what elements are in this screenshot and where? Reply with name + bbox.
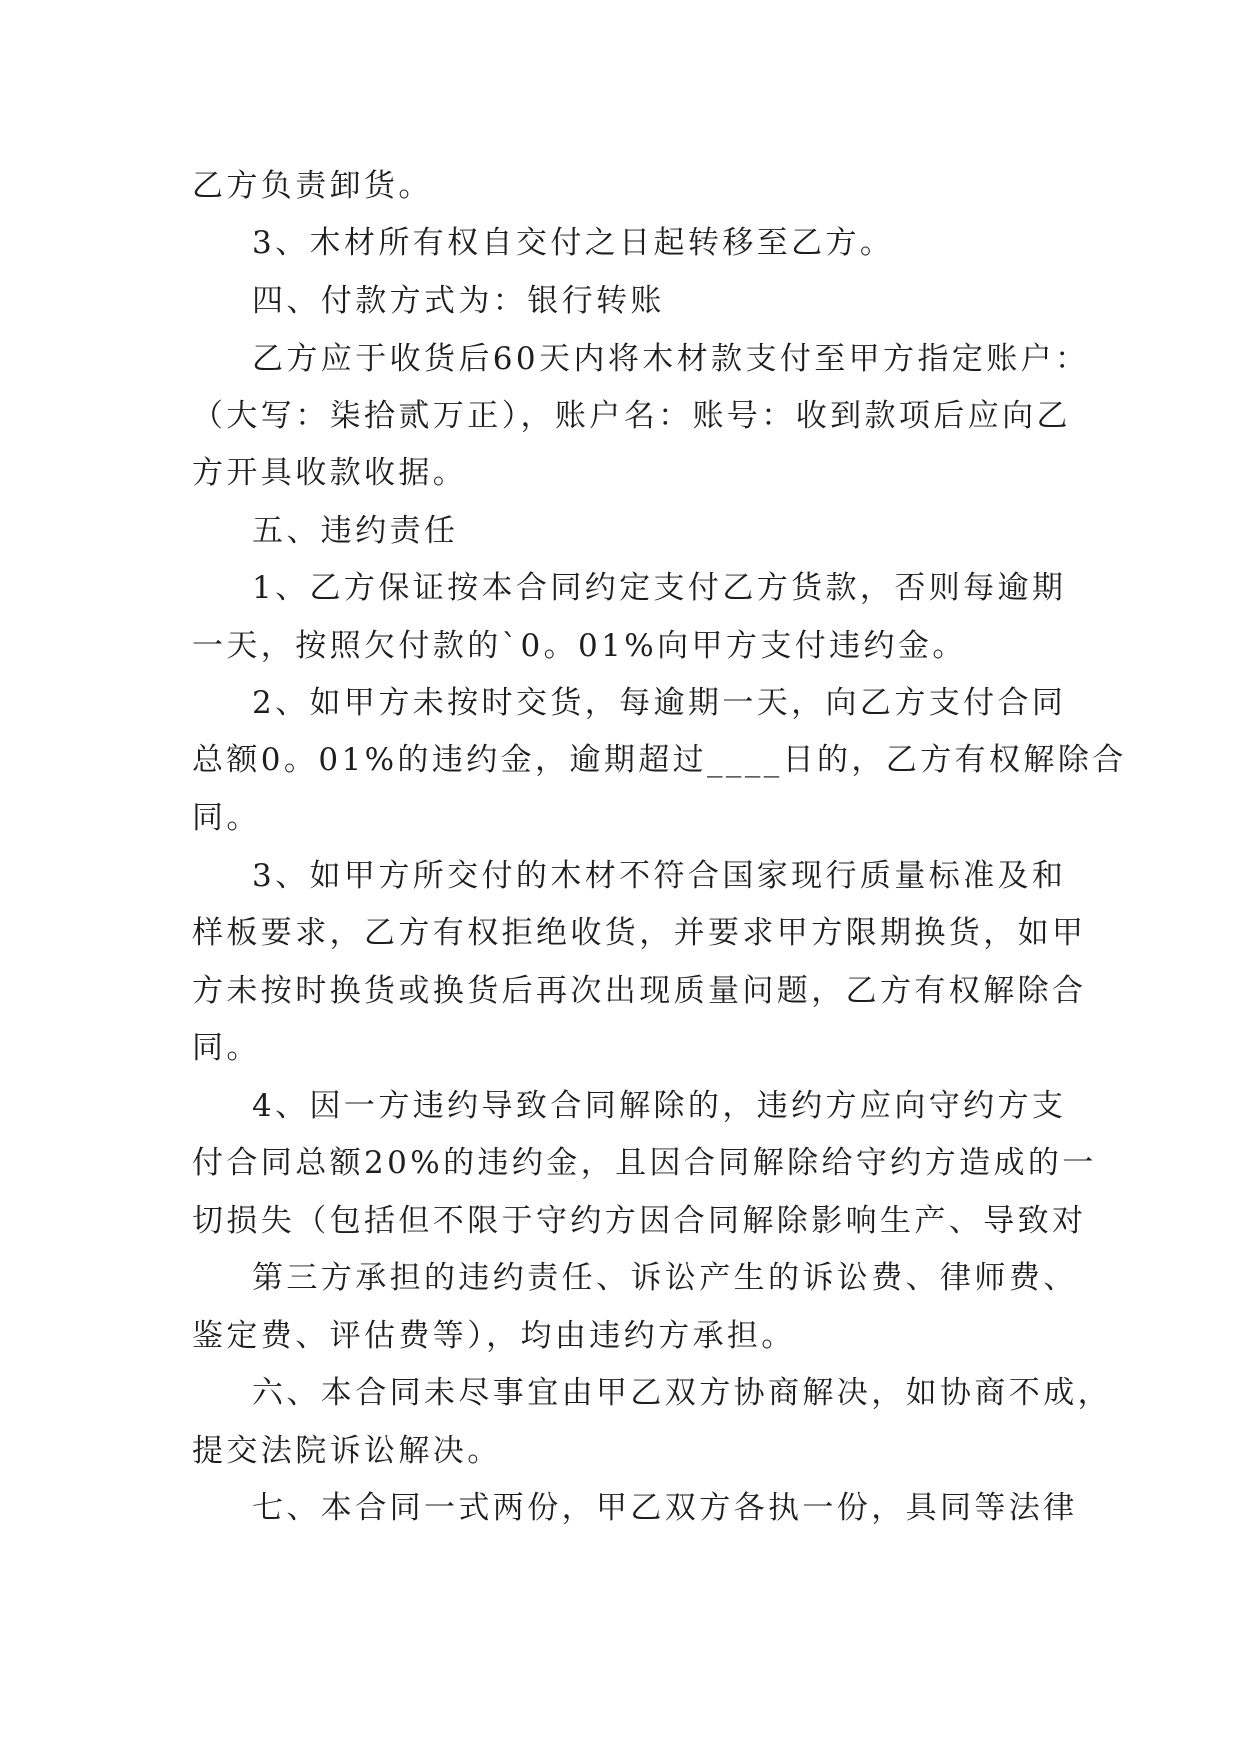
text-line: 五、违约责任 — [252, 513, 459, 549]
text-line: 乙方应于收货后60天内将木材款支付至甲方指定账户： — [252, 341, 1090, 377]
text-line: 一天，按照欠付款的`0。01%向甲方支付违约金。 — [192, 628, 967, 664]
text-line: 付合同总额20%的违约金，且因合同解除给守约方造成的一 — [192, 1145, 1097, 1181]
text-line: 2、如甲方未按时交货，每逾期一天，向乙方支付合同 — [252, 685, 1067, 721]
text-line: 1、乙方保证按本合同约定支付乙方货款，否则每逾期 — [252, 570, 1067, 606]
text-line: （大写：柒拾贰万正），账户名：账号：收到款项后应向乙 — [192, 398, 1071, 434]
text-line: 3、木材所有权自交付之日起转移至乙方。 — [252, 225, 895, 261]
text-line: 总额0。01%的违约金，逾期超过____日的，乙方有权解除合 — [192, 742, 1127, 778]
text-line: 六、本合同未尽事宜由甲乙双方协商解决，如协商不成， — [252, 1375, 1112, 1411]
text-line: 4、因一方违约导致合同解除的，违约方应向守约方支 — [252, 1088, 1067, 1124]
text-line: 切损失（包括但不限于守约方因合同解除影响生产、导致对 — [192, 1203, 1087, 1239]
text-line: 第三方承担的违约责任、诉讼产生的诉讼费、律师费、 — [252, 1260, 1078, 1296]
text-line: 同。 — [192, 800, 261, 836]
text-line: 样板要求，乙方有权拒绝收货，并要求甲方限期换货，如甲 — [192, 915, 1087, 951]
text-line: 鉴定费、评估费等），均由违约方承担。 — [192, 1318, 796, 1354]
text-line: 提交法院诉讼解决。 — [192, 1433, 502, 1469]
text-line: 方开具收款收据。 — [192, 455, 468, 491]
text-line: 3、如甲方所交付的木材不符合国家现行质量标准及和 — [252, 858, 1067, 894]
text-line: 乙方负责卸货。 — [192, 168, 433, 204]
text-line: 七、本合同一式两份，甲乙双方各执一份，具同等法律 — [252, 1490, 1078, 1526]
text-line: 同。 — [192, 1030, 261, 1066]
text-line: 四、付款方式为：银行转账 — [252, 283, 665, 319]
text-line: 方未按时换货或换货后再次出现质量问题，乙方有权解除合 — [192, 973, 1087, 1009]
